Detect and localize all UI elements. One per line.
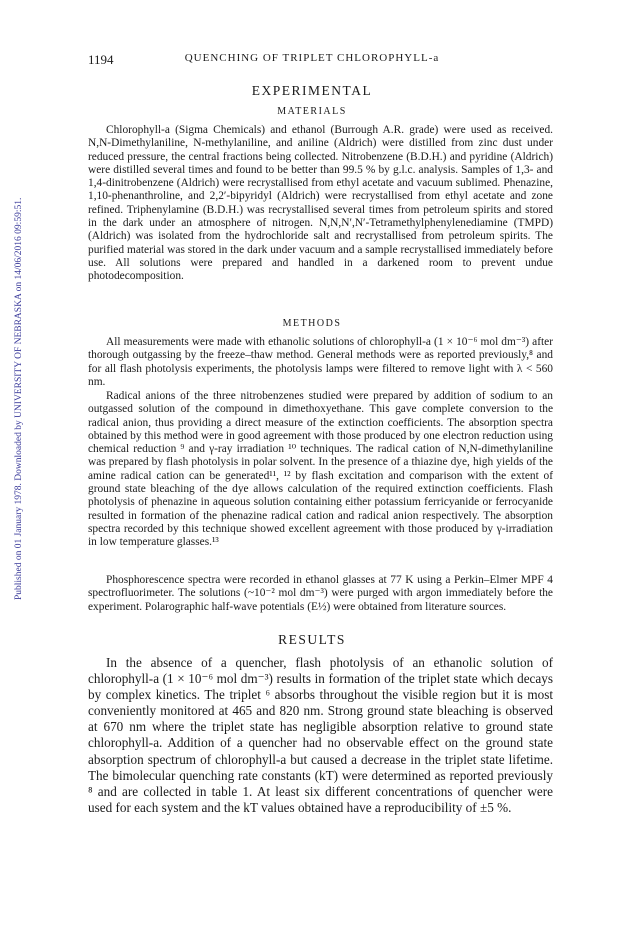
results-heading: RESULTS [278, 632, 346, 647]
running-head: QUENCHING OF TRIPLET CHLOROPHYLL-a [184, 52, 440, 64]
publication-banner: Published on 01 January 1978. Downloaded by UNIVERSITY OF NEBRASKA on 14/06/2016 09:59:51. [14, 197, 24, 600]
methods-paragraph-1: All measurements were made with ethanolic solutions of chlorophyll-a (1 × 10⁻⁶ mol dm⁻³) after thorough outgassing by the freeze–thaw method. General methods were as reported previously,⁸ and for all flash photolysis experiments, the photolysis lamps were filtered to remove light with λ < 560 nm. [88, 336, 553, 388]
results-paragraph: In the absence of a quencher, flash photolysis of an ethanolic solution of chlorophyll-a (1 × 10⁻⁶ mol dm⁻³) results in formation of the triplet state which decays by complex kinetics. The triplet ⁶ absorbs throughout the visible region but it is most conveniently monitored at 465 and 820 nm. Strong ground state bleaching is observed at 670 nm where the triplet state has negligible absorption relative to ground state chlorophyll-a. Addition of a quencher had no observable effect on the ground state absorption spectrum of chlorophyll-a but caused a decrease in the triplet state lifetime. The bimolecular quenching rate constants (kT) were determined as reported previously ⁸ and are collected in table 1. At least six different concentrations of quencher were used for each system and the kT values obtained have a reproducibility of ±5 %. [88, 655, 553, 815]
materials-heading: MATERIALS [277, 106, 347, 117]
methods-paragraph-2: Radical anions of the three nitrobenzenes studied were prepared by addition of sodium to an outgassed solution of the compound in dimethoxyethane. This gave complete conversion to the radical anion, thus providing a direct measure of the extinction coefficients. The absorption spectra obtained by this method were in good agreement with those produced by one electron reduction using chemical reduction ⁹ and γ-ray irradiation ¹⁰ techniques. The radical cation of N,N-dimethylaniline was prepared by flash photolysis in polar solvent. In the presence of a thiazine dye, high yields of the amine radical cation can be generated¹¹, ¹² by flash excitation and comparison with the extent of ground state bleaching of the dye allows calculation of the required extinction coefficients. Flash photolysis of phenazine in aqueous solution containing either potassium ferricyanide or ferrocyanide resulted in formation of the phenazine radical cation and radical anion respectively. The absorption spectra recorded by this technique showed excellent agreement with those produced by γ-irradiation in low temperature glasses.¹³ [88, 390, 553, 549]
methods-paragraph-3: Phosphorescence spectra were recorded in ethanol glasses at 77 K using a Perkin–Elmer MPF 4 spectrofluorimeter. The solutions (~10⁻² mol dm⁻³) were purged with argon immediately before the experiment. Polarographic half-wave potentials (E½) were obtained from literature sources. [88, 574, 553, 613]
experimental-heading: EXPERIMENTAL [251, 83, 373, 98]
page-number: 1194 [88, 52, 114, 67]
methods-heading: METHODS [282, 318, 342, 329]
materials-paragraph: Chlorophyll-a (Sigma Chemicals) and ethanol (Burrough A.R. grade) were used as received. N,N-Dimethylaniline, N-methylaniline, and aniline (Aldrich) were distilled from zinc dust under reduced pressure, the central fractions being collected. Nitrobenzene (B.D.H.) and pyridine (Aldrich) were distilled several times and found to be better than 99.5 % by g.l.c. analysis. Samples of 1,3- and 1,4-dinitrobenzene (Aldrich) were recrystallised from ethyl acetate and vacuum sublimed. Phenazine, 1,10-phenanthroline, and 2,2′-bipyridyl (Aldrich) were recrystallised from ethyl acetate and zone refined. Triphenylamine (B.D.H.) was recrystallised several times from petroleum spirits and stored in the dark under an atmosphere of nitrogen. N,N,N′,N′-Tetramethylphenylenediamine (TMPD) (Aldrich) was isolated from the hydrochloride salt and recrystallised from petroleum spirits. The purified material was stored in the dark under vacuum and a sample recrystallised immediately before use. All solutions were prepared and handled in a darkened room to prevent undue photodecomposition. [88, 124, 553, 283]
